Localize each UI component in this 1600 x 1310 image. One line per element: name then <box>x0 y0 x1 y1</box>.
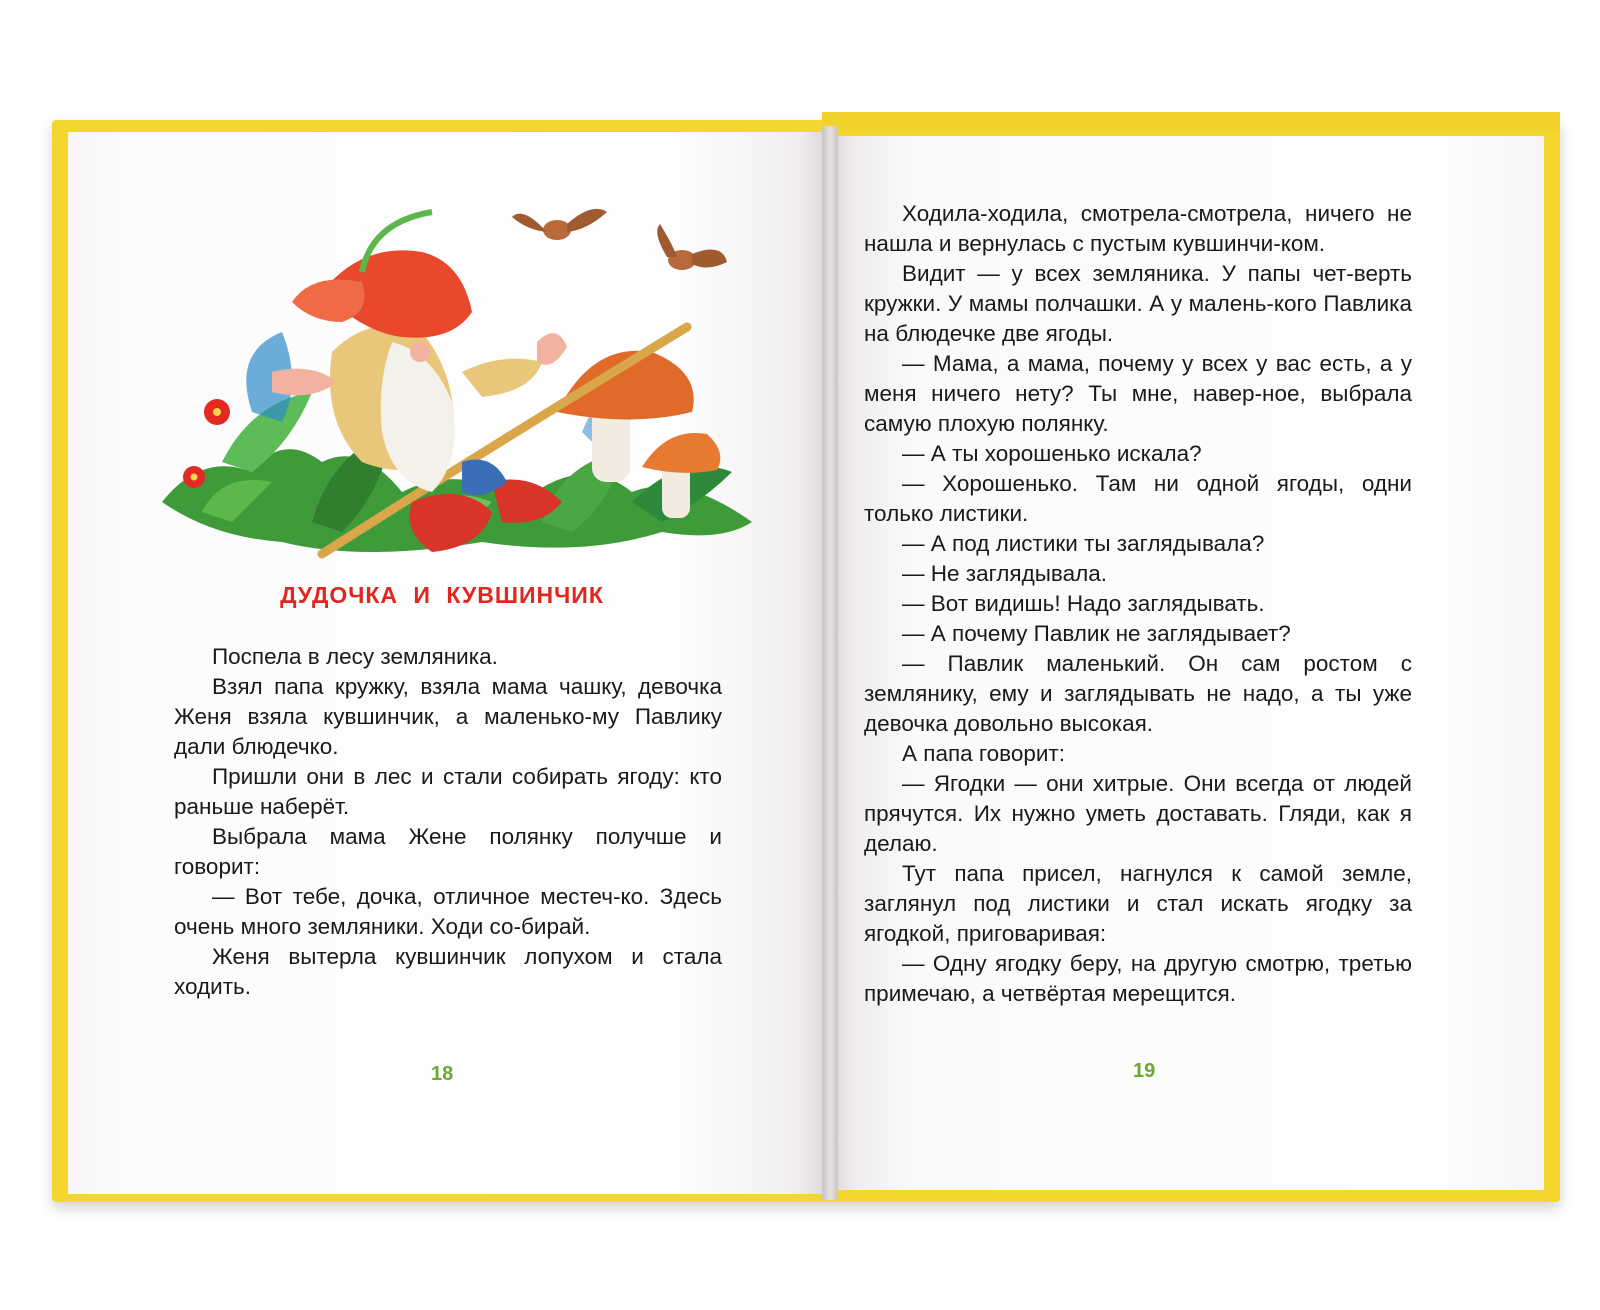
right-page-text <box>864 199 1412 1009</box>
paragraph: — Мама, а мама, почему у всех у вас есть, а у меня ничего нету? Ты мне, навер-ное, выбрала самую плохую полянку. <box>864 351 1412 436</box>
page-number-left: 18 <box>431 1063 454 1085</box>
paragraph: — А ты хорошенько искала? <box>902 441 1202 466</box>
birds <box>512 209 727 270</box>
paragraph: — Вот тебе, дочка, отличное местеч-ко. Здесь очень много земляники. Ходи со-бирай. <box>174 884 722 939</box>
paragraph: Пришли они в лес и стали собирать ягоду: кто раньше наберёт. <box>174 764 722 819</box>
paragraph: — Ягодки — они хитрые. Они всегда от людей прячутся. Их нужно уметь доставать. Гляди, как я делаю. <box>864 771 1412 856</box>
open-book <box>52 112 1560 1204</box>
paragraph: Тут папа присел, нагнулся к самой земле, заглянул под листики и стал искать ягодку за ягодкой, приговаривая: <box>864 861 1412 946</box>
paragraph: Женя вытерла кувшинчик лопухом и стала ходить. <box>174 944 722 999</box>
paragraph: Взял папа кружку, взяла мама чашку, девочка Женя взяла кувшинчик, а маленько-му Павлику дали блюдечко. <box>174 674 722 759</box>
paragraph: — Павлик маленький. Он сам ростом с землянику, ему и заглядывать не надо, а ты уже девочка довольно высокая. <box>864 651 1412 736</box>
paragraph: Ходила-ходила, смотрела-смотрела, ничего не нашла и вернулась с пустым кувшинчи-ком. <box>864 201 1412 256</box>
cover-edge <box>822 112 1560 132</box>
paragraph: — Вот видишь! Надо заглядывать. <box>902 591 1265 616</box>
paragraph: А папа говорит: <box>902 741 1065 766</box>
paragraph: Поспела в лесу земляника. <box>212 644 498 669</box>
book-gutter <box>822 126 838 1200</box>
paragraph: — А под листики ты заглядывала? <box>902 531 1265 556</box>
paragraph: Видит — у всех земляника. У папы чет-верть кружки. У мамы полчашки. А у малень-кого Павлика на блюдечке две ягоды. <box>864 261 1412 346</box>
story-illustration <box>162 202 762 572</box>
paragraph: — А почему Павлик не заглядывает? <box>902 621 1291 646</box>
story-title: ДУДОЧКА И КУВШИНЧИК <box>280 582 604 608</box>
page-number-right: 19 <box>1133 1060 1156 1082</box>
paragraph: — Одну ягодку беру, на другую смотрю, третью примечаю, а четвёртая мерещится. <box>864 951 1412 1006</box>
paragraph: Выбрала мама Жене полянку получше и говорит: <box>174 824 722 879</box>
paragraph: — Хорошенько. Там ни одной ягоды, одни только листики. <box>864 471 1412 526</box>
left-page-text <box>174 642 722 1002</box>
paragraph: — Не заглядывала. <box>902 561 1108 586</box>
